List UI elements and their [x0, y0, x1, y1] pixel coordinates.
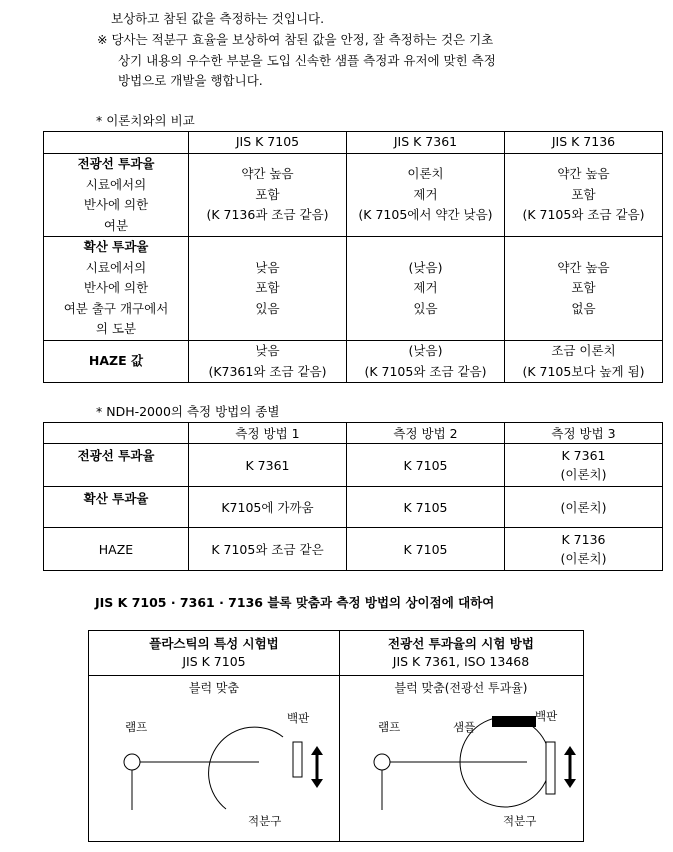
- row-note: 여분 출구 개구에서: [63, 300, 169, 316]
- cell-line: (K 7105와 조금 같음): [364, 363, 487, 379]
- column-header: 측정 방법 1: [189, 423, 347, 444]
- column-header: JIS K 7105: [189, 132, 347, 154]
- cell-line: (K 7136과 조금 같음): [206, 207, 329, 223]
- row-title: 전광선 투과율: [77, 156, 155, 171]
- cell-line: 포함: [571, 280, 596, 296]
- table-cell: [347, 341, 505, 383]
- cell-line: (이론치): [560, 499, 607, 515]
- column-header: 측정 방법 2: [347, 423, 505, 444]
- lamp-icon: [124, 754, 140, 770]
- row-title: 전광선 투과율: [77, 448, 155, 463]
- table-cell: [189, 528, 347, 571]
- cell-line: 포함: [255, 186, 280, 202]
- plate-label: 백판: [287, 711, 310, 725]
- cell-line: (낮음): [408, 343, 443, 358]
- table-cell: [505, 487, 663, 528]
- cell-line: 이론치: [407, 166, 444, 182]
- cell-line: (이론치): [560, 467, 607, 482]
- table-cell: [189, 487, 347, 528]
- note-line-2: 상기 내용의 우수한 부분을 도입 신속한 샘플 측정과 유저에 맞힌 측정: [118, 53, 496, 68]
- sample-label: 샘플: [453, 720, 476, 734]
- table-row: [44, 487, 663, 528]
- cell-line: K 7361: [245, 457, 290, 473]
- column-header: JIS K 7136: [505, 132, 663, 154]
- table-cell: [505, 154, 663, 237]
- row-title: 확산 투과율: [83, 491, 149, 506]
- table-cell: [505, 528, 663, 571]
- table-row: [44, 341, 663, 383]
- cell-line: 낮음: [255, 343, 280, 358]
- row-header: [44, 237, 189, 341]
- table-cell: [505, 341, 663, 383]
- row-title: 확산 투과율: [83, 239, 149, 255]
- table-cell: [347, 444, 505, 487]
- cell-line: (이론치): [560, 551, 607, 566]
- cell-line: (K7361와 조금 같음): [208, 363, 327, 379]
- row-note: 반사에 의한: [83, 197, 149, 212]
- intro-line: 보상하고 참된 값을 측정하는 것입니다.: [111, 11, 325, 26]
- sample-icon: [492, 716, 536, 727]
- corner-cell: [44, 132, 189, 154]
- table-cell: [347, 487, 505, 528]
- corner-cell: [44, 423, 189, 444]
- cell-line: 포함: [571, 186, 596, 202]
- row-note: 시료에서의: [85, 176, 147, 192]
- sphere-label: 적분구: [503, 814, 537, 828]
- row-header: [44, 154, 189, 237]
- cell-line: 제거: [413, 280, 438, 296]
- cell-line: K 7105: [403, 541, 448, 557]
- table-row: [44, 444, 663, 487]
- cell-line: 낮음: [255, 259, 280, 275]
- comparison-table: [43, 131, 663, 383]
- cell-line: (K 7105와 조금 같음): [522, 207, 645, 223]
- cell-line: K 7361: [561, 448, 606, 463]
- panel-subtitle: JIS K 7105: [182, 654, 246, 669]
- table-row: [44, 237, 663, 341]
- sphere-label: 적분구: [248, 814, 282, 828]
- cell-line: 조금 이론치: [551, 343, 616, 358]
- cell-line: 약간 높음: [241, 166, 294, 182]
- methods-table: [43, 422, 663, 571]
- cell-line: K 7105와 조금 같은: [211, 541, 324, 557]
- row-title: HAZE 값: [88, 353, 144, 369]
- cell-line: 있음: [413, 300, 438, 316]
- cell-line: K 7136: [561, 532, 606, 547]
- table-row: [44, 154, 663, 237]
- table-cell: [505, 444, 663, 487]
- methods-header-row: [44, 423, 663, 444]
- table-cell: [189, 341, 347, 383]
- cell-line: 없음: [571, 300, 596, 316]
- cell-line: 약간 높음: [557, 166, 610, 182]
- row-header: [44, 487, 189, 528]
- table-cell: [347, 237, 505, 341]
- row-note: 반사에 의한: [83, 280, 149, 296]
- cell-line: (K 7105보다 높게 됨): [522, 363, 645, 379]
- cell-line: K 7105: [403, 457, 448, 473]
- diagram-panel-jis-k7361: [339, 631, 583, 841]
- table-cell: [189, 237, 347, 341]
- table-cell: [189, 154, 347, 237]
- cell-line: (K 7105에서 약간 낮음): [358, 207, 493, 223]
- row-note: 의 도분: [95, 321, 137, 337]
- column-header: JIS K 7361: [347, 132, 505, 154]
- diagram-panel-jis-k7105: [89, 631, 340, 841]
- row-note: 시료에서의: [85, 259, 147, 275]
- panel-caption: 블럭 맞춤: [188, 681, 240, 695]
- comparison-caption: * 이론치와의 비교: [96, 113, 195, 128]
- cell-line: 포함: [255, 280, 280, 296]
- cell-line: 있음: [255, 300, 280, 316]
- integrating-sphere-icon: [209, 727, 283, 809]
- panel-subtitle: JIS K 7361, ISO 13468: [392, 654, 530, 669]
- lamp-label: 램프: [378, 720, 401, 734]
- note-line-1: ※ 당사는 적분구 효율을 보상하여 참된 값을 안정, 잘 측정하는 것은 기초: [97, 32, 494, 47]
- cell-line: 제거: [413, 186, 438, 202]
- double-arrow-icon: [564, 746, 576, 788]
- row-header: [44, 444, 189, 487]
- lamp-icon: [374, 754, 390, 770]
- plate-label: 백판: [535, 709, 558, 723]
- lamp-sphere-illustration: [89, 631, 339, 843]
- cell-line: K 7105: [403, 499, 448, 515]
- note-line-3: 방법으로 개발을 행합니다.: [118, 73, 263, 88]
- method-diagram: [88, 630, 584, 842]
- table-cell: [505, 237, 663, 341]
- cell-line: K7105에 가까움: [221, 499, 314, 515]
- column-header: 측정 방법 3: [505, 423, 663, 444]
- table-cell: [189, 444, 347, 487]
- row-header: [44, 528, 189, 571]
- cell-line: 약간 높음: [557, 259, 610, 275]
- white-plate-icon: [546, 742, 555, 794]
- row-note: 여분: [103, 217, 129, 233]
- panel-caption: 블럭 맞춤(전광선 투과율): [394, 681, 528, 695]
- panel-title: 전광선 투과율의 시험 방법: [388, 636, 534, 651]
- table-row: [44, 528, 663, 571]
- methods-caption: * NDH-2000의 측정 방법의 종별: [96, 404, 280, 419]
- table-cell: [347, 528, 505, 571]
- cell-line: (낮음): [408, 259, 443, 275]
- panel-title: 플라스틱의 특성 시험법: [149, 636, 279, 651]
- lamp-label: 램프: [125, 720, 148, 734]
- double-arrow-icon: [311, 746, 323, 788]
- lamp-sphere-illustration: [339, 631, 583, 843]
- row-title: HAZE: [98, 541, 134, 557]
- white-plate-icon: [293, 742, 302, 777]
- section-heading: JIS K 7105 · 7361 · 7136 블록 맞춤과 측정 방법의 상이점에 대하여: [95, 595, 495, 610]
- row-header: [44, 341, 189, 383]
- table-cell: [347, 154, 505, 237]
- comparison-header-row: [44, 132, 663, 154]
